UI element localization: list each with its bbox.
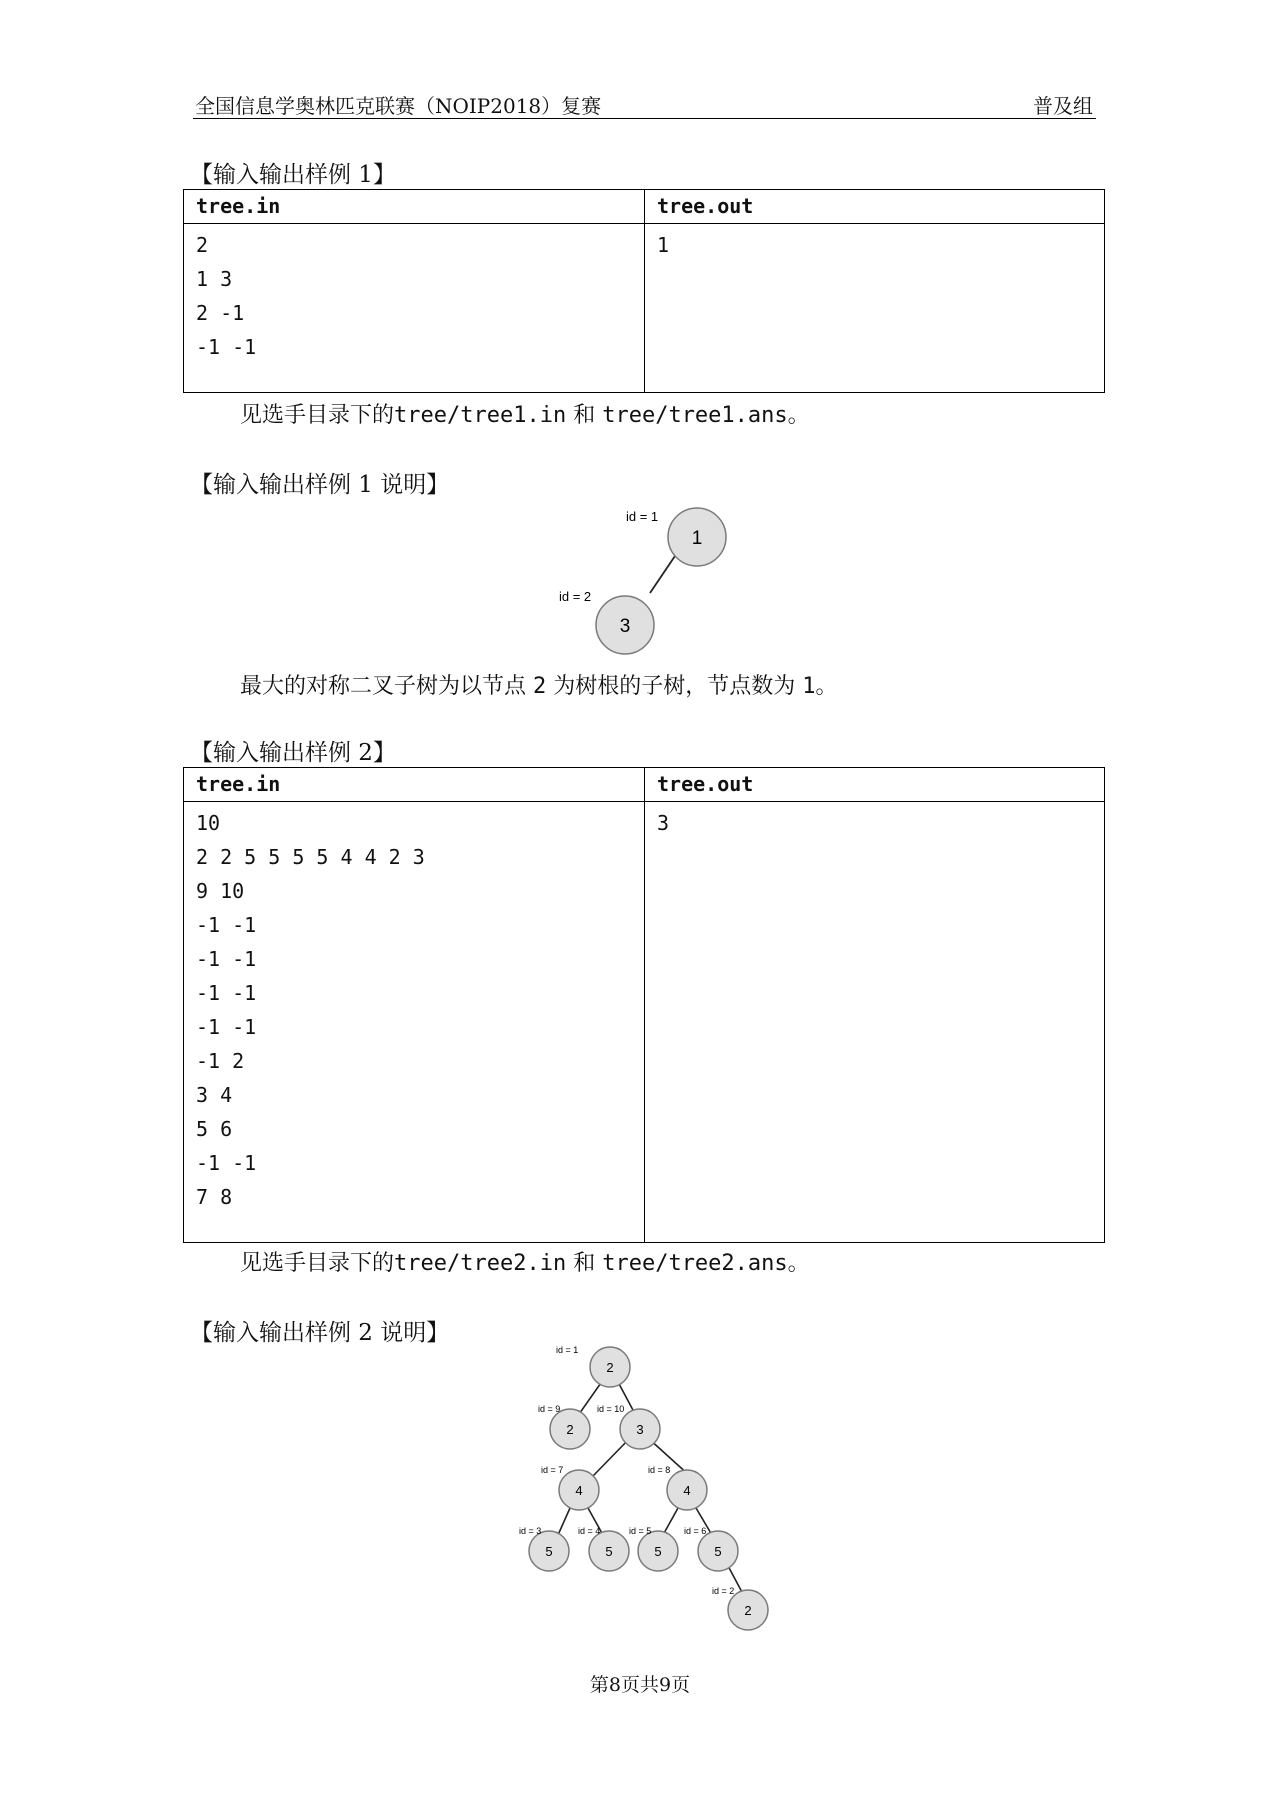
sample1-in-line: -1 -1 (196, 335, 257, 359)
sample2-heading: 【输入输出样例 2】 (190, 740, 396, 766)
node-value: 3 (619, 616, 631, 637)
node-value: 5 (714, 1544, 722, 1559)
node-value: 5 (654, 1544, 662, 1559)
tree-diagram-2 (500, 1345, 800, 1655)
node-id-label: id = 5 (629, 1526, 652, 1536)
node-id-label: id = 8 (648, 1465, 671, 1475)
sample1-in-line: 1 3 (196, 267, 233, 291)
sample2-in-line: 2 2 5 5 5 5 4 4 2 3 (196, 845, 425, 869)
sample1-out-header: tree.out (645, 190, 1105, 224)
sample2-in-line: -1 -1 (196, 1151, 257, 1175)
note-prefix: 见选手目录下的 (240, 1251, 395, 1276)
sample2-in-line: 7 8 (196, 1185, 233, 1209)
sample2-in-cell (184, 802, 645, 1243)
sentence-part: 为树根的子树，节点数为 (553, 674, 796, 699)
node-value: 1 (691, 528, 703, 549)
node-value: 4 (575, 1483, 583, 1498)
note-file-ans: tree/tree2.ans (602, 1251, 788, 1276)
sample2-in-line: 9 10 (196, 879, 245, 903)
note-file-in: tree/tree2.in (394, 1251, 567, 1276)
node-id-label: id = 9 (538, 1404, 561, 1414)
explain1-sentence (240, 669, 838, 700)
node-value: 3 (636, 1422, 644, 1437)
explain2-heading: 【输入输出样例 2 说明】 (190, 1320, 450, 1346)
sample1-in-header: tree.in (184, 190, 645, 224)
node-value: 2 (744, 1603, 752, 1618)
node-value: 2 (566, 1422, 574, 1437)
node-id-label: id = 2 (712, 1586, 735, 1596)
sample2-in-line: 5 6 (196, 1117, 233, 1141)
header-title: 全国信息学奥林匹克联赛（NOIP2018）复赛 (195, 94, 602, 118)
sample1-heading: 【输入输出样例 1】 (190, 162, 396, 188)
header-divider (193, 118, 1096, 119)
note-and: 和 (573, 1251, 596, 1276)
node-id-label: id = 10 (597, 1404, 625, 1414)
node-id-label: id = 6 (684, 1526, 707, 1536)
note-suffix: 。 (787, 403, 810, 428)
sample2-note (240, 1246, 810, 1277)
sample2-in-line: -1 -1 (196, 947, 257, 971)
node-value: 4 (683, 1483, 691, 1498)
sample1-out-cell (645, 224, 1105, 393)
page-number: 第8页共9页 (589, 1674, 691, 1696)
sample2-out-line: 3 (657, 811, 670, 835)
sample2-in-line: -1 2 (196, 1049, 245, 1073)
node-value: 2 (606, 1360, 614, 1375)
explain1-heading: 【输入输出样例 1 说明】 (190, 472, 450, 498)
sample1-note (240, 398, 810, 429)
sample1-in-line: 2 (196, 233, 209, 257)
note-file-ans: tree/tree1.ans (602, 403, 788, 428)
sentence-node-number: 2 (533, 674, 547, 699)
node-id-label: id = 4 (578, 1526, 601, 1536)
sample1-out-line: 1 (657, 233, 670, 257)
sample1-in-line: 2 -1 (196, 301, 245, 325)
header-group: 普及组 (1033, 94, 1093, 118)
sample2-table (183, 767, 1105, 1243)
node-value: 5 (605, 1544, 613, 1559)
sample2-out-header: tree.out (645, 768, 1105, 802)
node-value: 5 (545, 1544, 553, 1559)
sentence-part: 最大的对称二叉子树为以节点 (240, 674, 527, 699)
node-id-label: id = 2 (559, 589, 592, 604)
sample2-in-line: -1 -1 (196, 981, 257, 1005)
node-id-label: id = 1 (556, 1345, 579, 1355)
sample1-in-cell (184, 224, 645, 393)
sentence-node-count: 1 (802, 674, 816, 699)
tree-edge (650, 553, 677, 593)
node-id-label: id = 3 (519, 1526, 542, 1536)
sentence-part: 。 (815, 674, 838, 699)
note-and: 和 (573, 403, 596, 428)
note-prefix: 见选手目录下的 (240, 403, 395, 428)
sample2-in-line: 3 4 (196, 1083, 233, 1107)
sample1-table (183, 189, 1105, 393)
note-suffix: 。 (787, 1251, 810, 1276)
sample2-in-line: -1 -1 (196, 1015, 257, 1039)
sample2-in-header: tree.in (184, 768, 645, 802)
note-file-in: tree/tree1.in (394, 403, 567, 428)
node-values (545, 1360, 751, 1618)
sample2-out-cell (645, 802, 1105, 1243)
node-id-label: id = 7 (541, 1465, 564, 1475)
sample2-in-line: 10 (196, 811, 221, 835)
sample2-in-line: -1 -1 (196, 913, 257, 937)
tree-diagram-1 (540, 500, 760, 660)
node-id-label: id = 1 (626, 509, 659, 524)
